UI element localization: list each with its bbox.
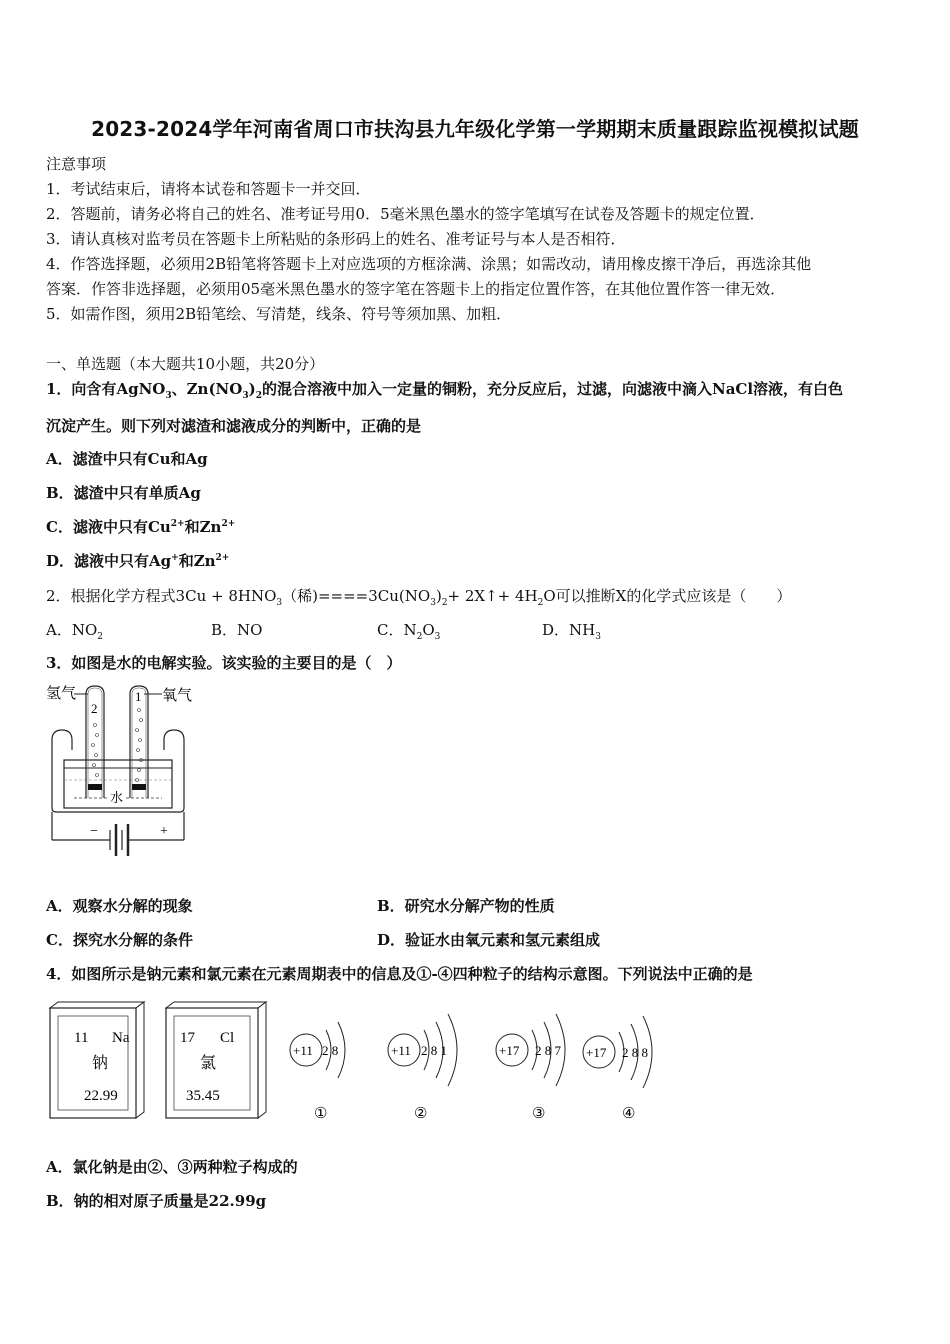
q3-option-b[interactable]: B．研究水分解产物的性质 xyxy=(377,897,555,915)
na-name: 钠 xyxy=(92,1055,109,1072)
notice-heading: 注意事项 xyxy=(46,155,107,173)
na-mass: 22.99 xyxy=(84,1088,118,1104)
svg-text:④: ④ xyxy=(622,1106,636,1122)
particle-1 xyxy=(290,1022,345,1122)
q3-option-a[interactable]: A．观察水分解的现象 xyxy=(46,897,193,915)
na-number: 11 xyxy=(74,1030,89,1046)
chlorine-card xyxy=(166,1002,266,1118)
notice-item-4-cont: 答案．作答非选择题，必须用05毫米黑色墨水的签字笔在答题卡上的指定位置作答，在其他位置作答一律无效． xyxy=(46,280,786,298)
q3-option-d[interactable]: D．验证水由氧元素和氢元素组成 xyxy=(377,931,601,949)
question-1-stem: 1．向含有AgNO$_3$、$Zn(NO_3)_2$的混合溶液中加入一定量的铜粉，充分反应后，过滤，向滤液中滴入NaCl溶液，有白色 xyxy=(46,380,844,401)
cl-symbol: Cl xyxy=(220,1030,235,1046)
svg-text:①: ① xyxy=(314,1106,328,1122)
page-title: 2023-2024学年河南省周口市扶沟县九年级化学第一学期期末质量跟踪监视模拟试题 xyxy=(91,117,859,141)
svg-text:2 8: 2 8 xyxy=(322,1043,339,1058)
notice-item-3: 3．请认真核对监考员在答题卡上所粘贴的条形码上的姓名、准考证号与本人是否相符． xyxy=(46,230,626,248)
question-4-stem: 4．如图所示是钠元素和氯元素在元素周期表中的信息及①-④四种粒子的结构示意图。下列说法中正确的是 xyxy=(46,965,753,983)
q1-option-b[interactable]: B．滤渣中只有单质Ag xyxy=(46,484,201,502)
svg-text:+17: +17 xyxy=(586,1045,607,1060)
q3-option-c[interactable]: C．探究水分解的条件 xyxy=(46,931,193,949)
q4-option-b[interactable]: B．钠的相对原子质量是22.99g xyxy=(46,1192,267,1210)
q1-option-a[interactable]: A．滤渣中只有Cu和Ag xyxy=(46,450,208,468)
periodic-and-particle-diagram xyxy=(44,1000,684,1130)
cl-mass: 35.45 xyxy=(186,1088,220,1104)
question-2-stem: 2．根据化学方程式$3Cu + 8HNO_3$（稀)$====3Cu(NO_3)_2+$ 2X↑+ $4H_2O$可以推断X的化学式应该是（ ） xyxy=(46,587,792,608)
svg-text:+11: +11 xyxy=(293,1043,313,1058)
section-heading: 一、单选题（本大题共10小题，共20分） xyxy=(46,355,325,373)
cl-number: 17 xyxy=(180,1030,195,1046)
svg-text:2 8 7: 2 8 7 xyxy=(535,1043,561,1058)
cl-name: 氯 xyxy=(200,1055,217,1072)
label-hydrogen: 氢气 xyxy=(46,686,77,702)
water-label: 水 xyxy=(110,790,124,805)
question-1-stem-cont: 沉淀产生。则下列对滤渣和滤液成分的判断中，正确的是 xyxy=(46,417,422,435)
svg-text:+17: +17 xyxy=(499,1043,520,1058)
electrolysis-diagram xyxy=(44,680,204,865)
q2-option-c[interactable]: C．$N_2O_3$ xyxy=(377,621,441,642)
q1-option-d[interactable]: D．滤液中只有Ag+和$Zn^{2+}$ xyxy=(46,552,230,570)
plus-sign: + xyxy=(160,824,168,839)
notice-item-4: 4．作答选择题，必须用2B铅笔将答题卡上对应选项的方框涂满、涂黑；如需改动，请用橡皮擦干净后，再选涂其他 xyxy=(46,255,812,273)
svg-text:2 8 8: 2 8 8 xyxy=(622,1045,648,1060)
q2-option-d[interactable]: D．$NH_3$ xyxy=(542,621,601,642)
label-oxygen: 氧气 xyxy=(162,688,193,704)
particle-3 xyxy=(496,1014,565,1122)
svg-text:+11: +11 xyxy=(391,1043,411,1058)
minus-sign: − xyxy=(90,824,98,839)
svg-text:②: ② xyxy=(414,1106,428,1122)
question-3-stem: 3．如图是水的电解实验。该实验的主要目的是（ ） xyxy=(46,654,402,672)
tube-1-label: 1 xyxy=(135,689,142,704)
na-symbol: Na xyxy=(112,1030,130,1046)
sodium-card xyxy=(50,1002,144,1118)
q4-option-a[interactable]: A．氯化钠是由②、③两种粒子构成的 xyxy=(46,1158,298,1176)
svg-text:2 8 1: 2 8 1 xyxy=(421,1043,447,1058)
q2-option-a[interactable]: A．$NO_2$ xyxy=(46,621,103,642)
q2-option-b[interactable]: B．NO xyxy=(211,621,263,639)
notice-item-1: 1．考试结束后，请将本试卷和答题卡一并交回． xyxy=(46,180,371,198)
svg-text:③: ③ xyxy=(532,1106,546,1122)
notice-item-5: 5．如需作图，须用2B铅笔绘、写清楚，线条、符号等须加黑、加粗． xyxy=(46,305,512,323)
q1-option-c[interactable]: C．滤液中只有$Cu^{2+}$和$Zn^{2+}$ xyxy=(46,518,236,536)
notice-item-2: 2．答题前，请务必将自己的姓名、准考证号用0．5毫米黑色墨水的签字笔填写在试卷及答题卡的规定位置． xyxy=(46,205,765,223)
particle-2 xyxy=(388,1014,457,1122)
particle-4 xyxy=(583,1016,652,1122)
tube-2-label: 2 xyxy=(91,701,98,716)
